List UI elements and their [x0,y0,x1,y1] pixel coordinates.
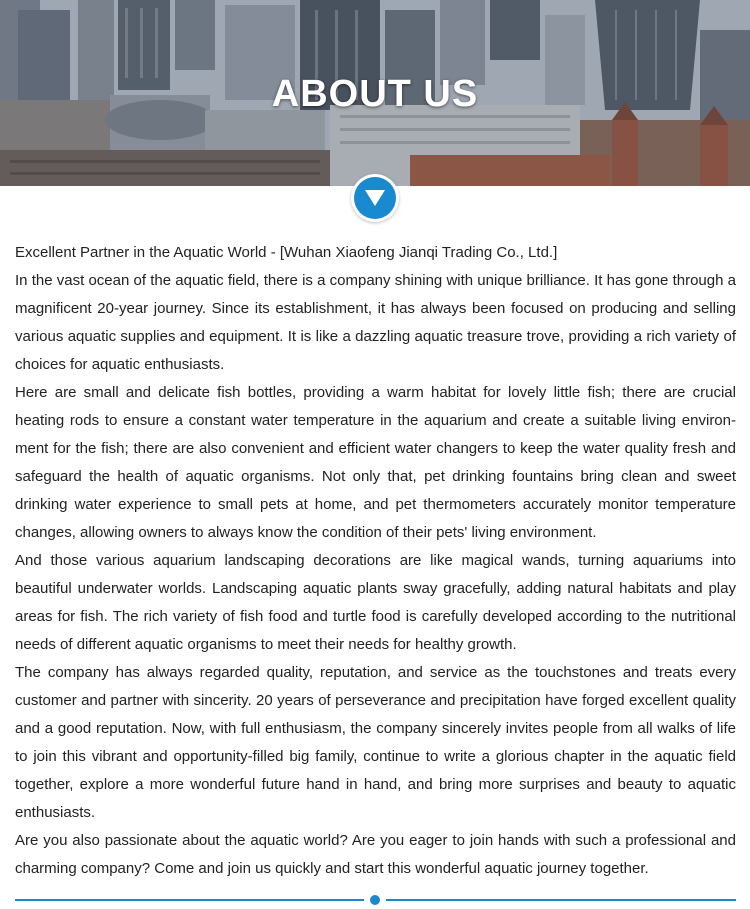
about-banner [0,0,750,186]
divider-line-right [386,899,736,901]
content-heading: Excellent Partner in the Aquatic World - [Wuhan Xiaofeng Jianqi Trading Co., Ltd.] [15,244,558,261]
about-content [15,239,736,883]
scroll-down-button[interactable] [351,174,399,222]
divider-line-left [15,899,364,901]
content-paragraph: In the vast ocean of the aquatic field, there is a company shining with unique brilliance. It has gone through a magnificent 20-year journey. Since its establishment, it has always been focused on producing and selling various aquatic supplies and equipment. It is like a dazzling aquatic treasure trove, providing a rich variety of choices for aquatic enthusiasts. [15,272,736,373]
content-paragraph: And those various aquarium landscaping decorations are like magical wands, turning aquariums into beautiful underwater worlds. Landscaping aquatic plants sway gracefully, adding natural habitats and play areas for fish. The rich variety of fish food and turtle food is carefully developed according to the nutritional needs of different aquatic organisms to meet their needs for healthy growth. [15,552,736,653]
page-title: ABOUT US [271,73,479,115]
down-arrow-icon [363,188,387,208]
content-paragraph: Are you also passionate about the aquatic world? Are you eager to join hands with such a professional and charming company? Come and join us quickly and start this wonderful aquatic journey together. [15,832,736,877]
footer-divider [15,893,736,907]
content-paragraph: The company has always regarded quality, reputation, and service as the touchstones and treats every customer and partner with sincerity. 20 years of perseverance and precipitation have forged excellent quality and a good reputation. Now, with full enthusiasm, the company sincerely invites people from all walks of life to join this vibrant and opportunity-filled big family, continue to write a glorious chapter in the aquatic field together, explore a more wonderful future hand in hand, and bring more surprises and beauty to aquatic enthusiasts. [15,664,736,821]
content-paragraph: Here are small and delicate fish bottles, providing a warm habitat for lovely little fish; there are crucial heating rods to ensure a constant water temperature in the aquarium and create a suitable living environment for the fish; there are also convenient and efficient water changers to keep the water quality fresh and safeguard the health of aquatic organisms. Not only that, pet drinking fountains bring clean and sweet drinking water experience to small pets at home, and pet thermometers accurately monitor temperature changes, allowing owners to always know the condition of their pets' living environment. [15,384,736,541]
divider-dot [370,895,380,905]
